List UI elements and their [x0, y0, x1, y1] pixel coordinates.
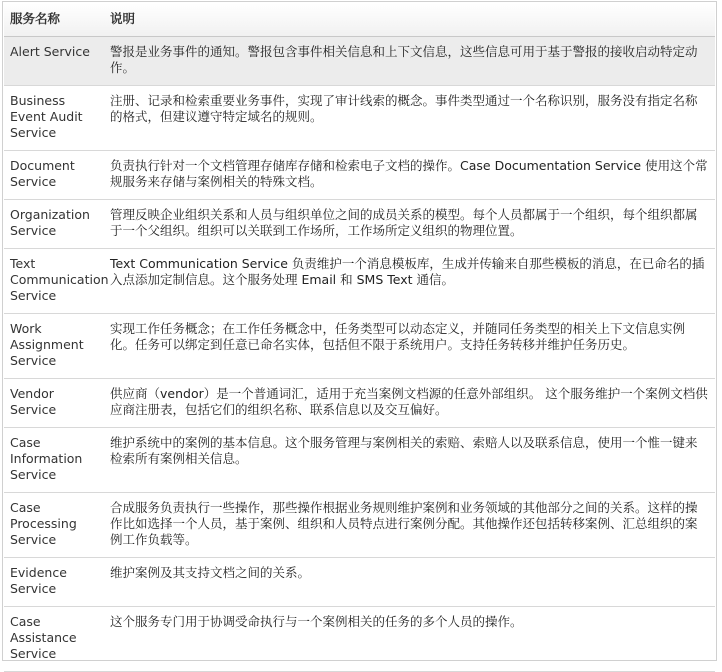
service-description: 警报是业务事件的通知。警报包含事件相关信息和上下文信息，这些信息可用于基于警报的接收启动特定动作。	[104, 36, 715, 85]
table-row	[4, 378, 715, 427]
service-name: Case Processing Service	[4, 492, 104, 557]
service-description: 维护系统中的案例的基本信息。这个服务管理与案例相关的索赔、索赔人以及联系信息，使用一个惟一键来检索所有案例相关信息。	[104, 427, 715, 492]
service-description: Text Communication Service 负责维护一个消息模板库，生成并传输来自那些模板的消息，在已命名的插入点添加定制信息。这个服务处理 Email 和 SMS Text 通信。	[104, 248, 715, 313]
table-row	[4, 199, 715, 248]
service-description: 供应商（vendor）是一个普通词汇，适用于充当案例文档源的任意外部组织。 这个服务维护一个案例文档供应商注册表，包括它们的组织名称、联系信息以及交互偏好。	[104, 378, 715, 427]
table-row	[4, 606, 715, 671]
service-name: Text Communication Service	[4, 248, 104, 313]
service-name: Work Assignment Service	[4, 313, 104, 378]
service-description: 注册、记录和检索重要业务事件，实现了审计线索的概念。事件类型通过一个名称识别，服务没有指定名称的格式，但建议遵守特定域名的规则。	[104, 85, 715, 150]
table-row	[4, 248, 715, 313]
services-table	[4, 3, 715, 672]
service-description: 合成服务负责执行一些操作，那些操作根据业务规则维护案例和业务领域的其他部分之间的关系。这样的操作比如选择一个人员，基于案例、组织和人员特点进行案例分配。其他操作还包括转移案例、汇总组织的案例工作负载等。	[104, 492, 715, 557]
service-name: Case Information Service	[4, 427, 104, 492]
table-row	[4, 150, 715, 199]
service-name: Vendor Service	[4, 378, 104, 427]
table-row	[4, 557, 715, 606]
column-header-description: 说明	[104, 3, 715, 36]
service-description: 这个服务专门用于协调受命执行与一个案例相关的任务的多个人员的操作。	[104, 606, 715, 671]
table-row	[4, 313, 715, 378]
service-name: Business Event Audit Service	[4, 85, 104, 150]
service-name: Case Assistance Service	[4, 606, 104, 671]
service-description: 管理反映企业组织关系和人员与组织单位之间的成员关系的模型。每个人员都属于一个组织，每个组织都属于一个父组织。组织可以关联到工作场所，工作场所定义组织的物理位置。	[104, 199, 715, 248]
table-row	[4, 427, 715, 492]
service-name: Evidence Service	[4, 557, 104, 606]
column-header-name: 服务名称	[4, 3, 104, 36]
service-description: 负责执行针对一个文档管理存储库存储和检索电子文档的操作。Case Documentation Service 使用这个常规服务来存储与案例相关的特殊文档。	[104, 150, 715, 199]
service-description: 维护案例及其支持文档之间的关系。	[104, 557, 715, 606]
service-name: Alert Service	[4, 36, 104, 85]
table-row	[4, 492, 715, 557]
service-name: Document Service	[4, 150, 104, 199]
service-description: 实现工作任务概念；在工作任务概念中，任务类型可以动态定义，并随同任务类型的相关上下文信息实例化。任务可以绑定到任意已命名实体，包括但不限于系统用户。支持任务转移并维护任务历史。	[104, 313, 715, 378]
table-row	[4, 85, 715, 150]
table-header-row	[4, 3, 715, 36]
table-row	[4, 36, 715, 85]
service-name: Organization Service	[4, 199, 104, 248]
